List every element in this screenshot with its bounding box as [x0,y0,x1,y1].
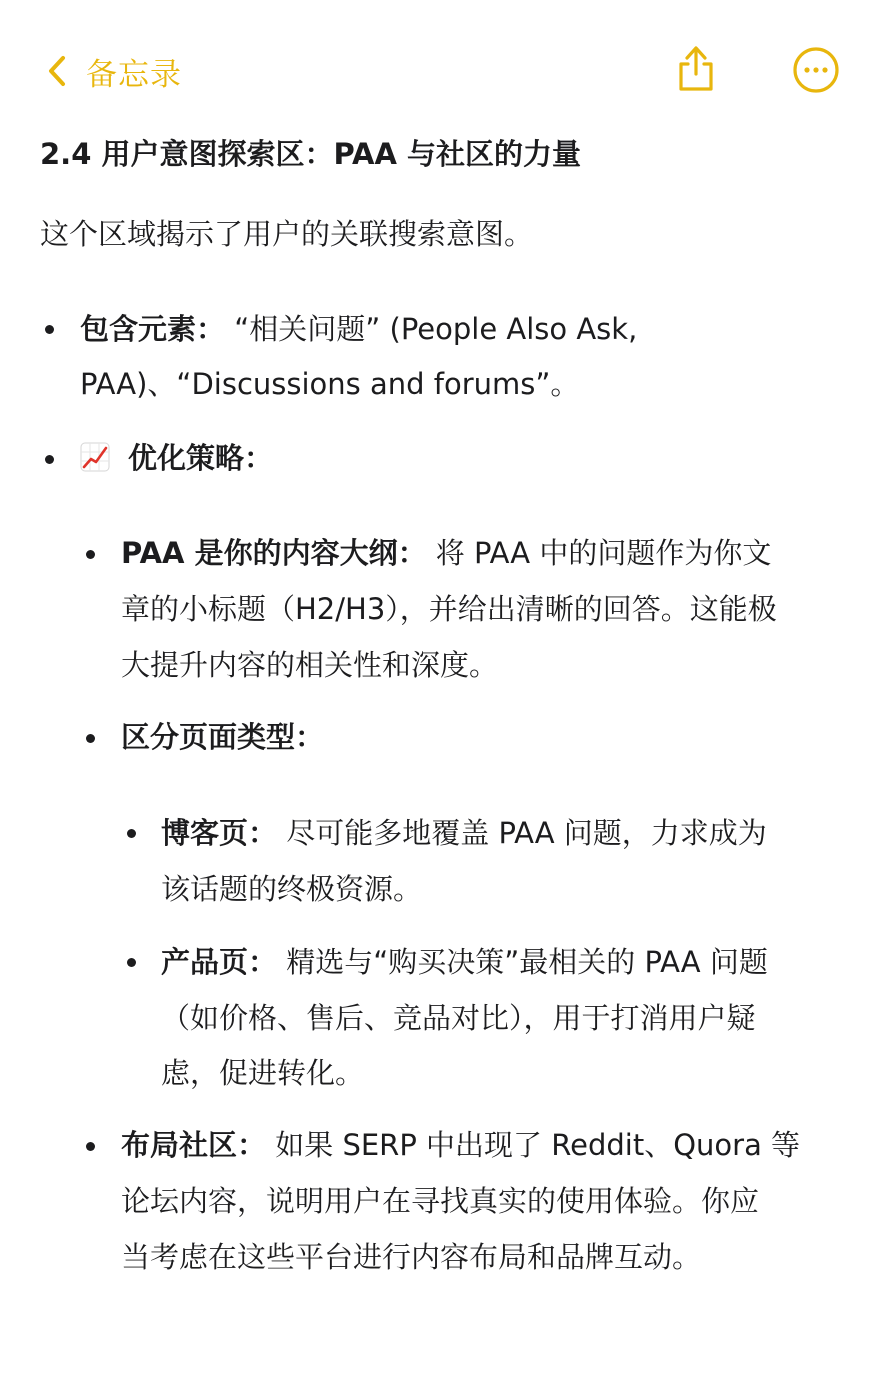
ellipsis-circle-icon [792,79,840,98]
note-intro: 这个区域揭示了用户的关联搜索意图。 [40,217,534,251]
elements-text-line2: PAA)、“Discussions and forums”。 [80,367,580,401]
list-item-community [121,1123,800,1167]
bullet-dot [127,958,136,967]
list-item-product [161,940,768,984]
bullet-dot [45,325,54,334]
product-label: 产品页： [161,945,278,979]
product-text-line2: （如价格、售后、竞品对比），用于打消用户疑 [161,1001,756,1035]
community-label: 布局社区： [121,1128,267,1162]
chevron-left-icon [48,55,66,87]
strategy-label: 优化策略： [128,441,274,475]
list-item-blog [161,811,767,855]
paa-text-line3: 大提升内容的相关性和深度。 [121,648,499,682]
page-types-label: 区分页面类型： [121,720,325,754]
paa-text: 将 PAA 中的问题作为你文 [435,536,772,570]
bullet-dot [86,734,95,743]
paa-label: PAA 是你的内容大纲： [121,536,427,570]
list-item-elements [80,307,637,351]
product-text-line3: 虑，促进转化。 [161,1056,365,1090]
elements-label: 包含元素： [80,312,226,346]
bullet-dot [86,550,95,559]
community-text-line3: 当考虑在这些平台进行内容布局和品牌互动。 [121,1240,702,1274]
bullet-dot [45,455,54,464]
more-button[interactable] [792,46,840,94]
navigation-bar [0,0,880,120]
blog-label: 博客页： [161,816,278,850]
community-text-line2: 论坛内容，说明用户在寻找真实的使用体验。你应 [121,1184,760,1218]
blog-text: 尽可能多地覆盖 PAA 问题，力求成为 [286,816,767,850]
back-label: 备忘录 [86,56,182,93]
product-text: 精选与“购买决策”最相关的 PAA 问题 [286,945,768,979]
bullet-dot [86,1142,95,1151]
share-button[interactable] [672,40,720,96]
share-icon [672,81,720,100]
blog-text-line2: 该话题的终极资源。 [161,872,423,906]
chart-increasing-icon [80,442,110,472]
community-text: 如果 SERP 中出现了 Reddit、Quora 等 [275,1128,801,1162]
elements-text: “相关问题” (People Also Ask, [234,312,638,346]
list-item-paa [121,531,771,575]
back-button[interactable] [48,46,182,96]
note-heading: 2.4 用户意图探索区：PAA 与社区的力量 [40,137,582,171]
bullet-dot [127,829,136,838]
paa-text-line2: 章的小标题（H2/H3），并给出清晰的回答。这能极 [121,592,777,626]
